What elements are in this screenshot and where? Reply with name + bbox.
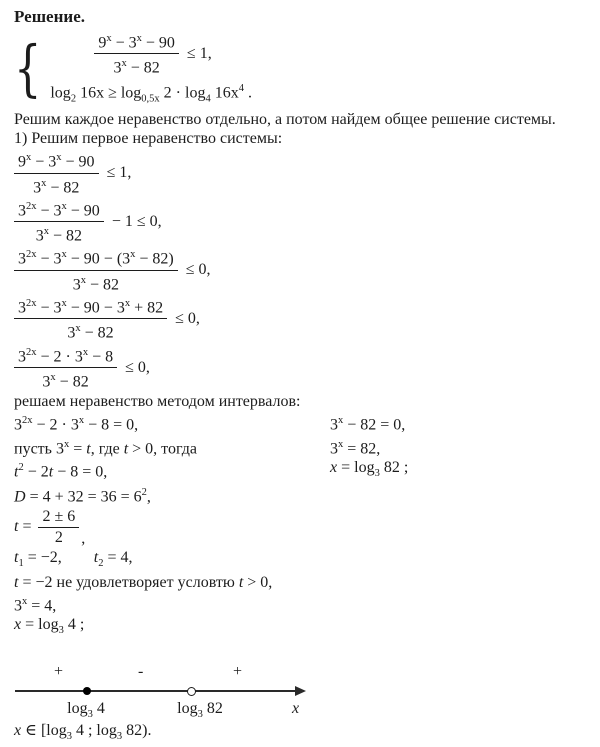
columns-row <box>14 435 590 458</box>
math-line: $D = 4 + 32 = 36 = 6^2$, <box>14 487 151 506</box>
math-line-right: $3^x = 82$, <box>330 438 381 458</box>
fraction-numerator: $3^{2x} - 3^x - 90 - (3^x - 82)$ <box>14 246 178 270</box>
columns-row <box>14 458 590 483</box>
fraction-numerator: $3^{2x} - 2 \cdot 3^x - 8$ <box>14 344 117 368</box>
math-line: x ∈ [$\log_3$ 4 ; $\log_3 82$). <box>14 722 152 743</box>
math-line: $x = \log_3 4$ ; <box>14 616 85 637</box>
fraction-denominator: $3^x - 82$ <box>67 323 114 342</box>
fraction-denominator: $3^x - 82$ <box>35 226 83 245</box>
interval-sign: + <box>54 663 64 681</box>
text-line: Решим каждое неравенство отдельно, а потом найдем общее решение системы. <box>14 111 556 129</box>
fraction-prefix: t = <box>14 518 32 536</box>
point-label: $\log_3 82$ <box>177 700 223 721</box>
fraction-relation: ≤ 1, <box>186 44 212 62</box>
fraction-relation: ≤ 1, <box>106 164 132 181</box>
fraction <box>14 246 178 294</box>
filled-point-icon <box>83 687 91 695</box>
fraction <box>14 344 117 392</box>
math-fraction-line <box>94 30 252 78</box>
math-line-right: $3^x - 82 = 0$, <box>330 415 406 434</box>
solution-heading: Решение. <box>14 7 85 26</box>
fraction-denominator: $3^x - 82$ <box>33 177 80 196</box>
system-brace-icon: { <box>14 32 42 104</box>
fraction <box>14 295 167 343</box>
axis-line <box>15 690 298 692</box>
axis-variable-label: x <box>292 700 300 718</box>
open-point-icon <box>187 687 196 696</box>
fraction-numerator: $3^{2x} - 3^x - 90 - 3^x + 82$ <box>14 295 167 319</box>
fraction-relation: ≤ 0, <box>185 261 211 279</box>
system-block <box>14 29 590 108</box>
text-line: решаем неравенство методом интервалов: <box>14 393 301 411</box>
text-line: 1) Решим первое неравенство системы: <box>14 130 283 148</box>
fraction <box>38 508 79 547</box>
math-fraction-line <box>14 508 590 547</box>
fraction <box>14 198 104 246</box>
fraction-denominator: $3^x - 82$ <box>42 372 89 391</box>
math-line: $3^x = 4$, <box>14 595 57 615</box>
fraction-denominator: 2 <box>54 528 63 546</box>
math-line-left: $3^{2x} - 2 \cdot 3^x - 8 = 0$, <box>14 415 139 434</box>
fraction <box>14 149 99 197</box>
math-line: $t_1 = -2$, $t_2 = 4$, <box>14 548 133 569</box>
fraction-denominator: $3^x - 82$ <box>72 274 120 294</box>
fraction-relation: , <box>81 529 86 547</box>
columns-row <box>14 411 590 434</box>
fraction-relation: ≤ 0, <box>175 309 200 327</box>
fraction-numerator: $9^x - 3^x - 90$ <box>94 30 179 54</box>
fraction-relation: ≤ 0, <box>125 358 150 376</box>
math-fraction-line <box>14 344 590 392</box>
math-line: $\log_2 16x \ge \log_{0,5x} 2 \cdot \log_4 16x^4$ . <box>50 82 252 105</box>
math-line-left: $t^2 - 2t - 8 = 0$, <box>14 462 108 481</box>
math-fraction-line <box>14 198 590 246</box>
arrow-right-icon <box>295 686 306 696</box>
math-line-right: $x = \log_3 82$ ; <box>330 459 409 480</box>
point-label: $\log_3 4$ <box>67 700 105 721</box>
document-content <box>14 6 590 747</box>
system-rows <box>50 29 252 108</box>
interval-diagram <box>14 663 334 721</box>
fraction-relation: − 1 ≤ 0, <box>111 212 162 230</box>
interval-sign: + <box>233 663 243 681</box>
fraction-numerator: $9^x - 3^x - 90$ <box>14 149 99 173</box>
math-fraction-line <box>14 246 590 294</box>
math-line-left: пусть $3^x = t$, где t > 0, тогда <box>14 438 197 458</box>
fraction <box>94 30 179 78</box>
fraction-numerator: 2 ± 6 <box>38 508 79 528</box>
math-fraction-line <box>14 149 590 197</box>
math-line: t = −2 не удовлетворяет условтю t > 0, <box>14 573 273 591</box>
interval-sign: - <box>138 663 144 681</box>
math-fraction-line <box>14 295 590 343</box>
fraction-denominator: $3^x - 82$ <box>113 58 160 77</box>
fraction-numerator: $3^{2x} - 3^x - 90$ <box>14 198 104 222</box>
